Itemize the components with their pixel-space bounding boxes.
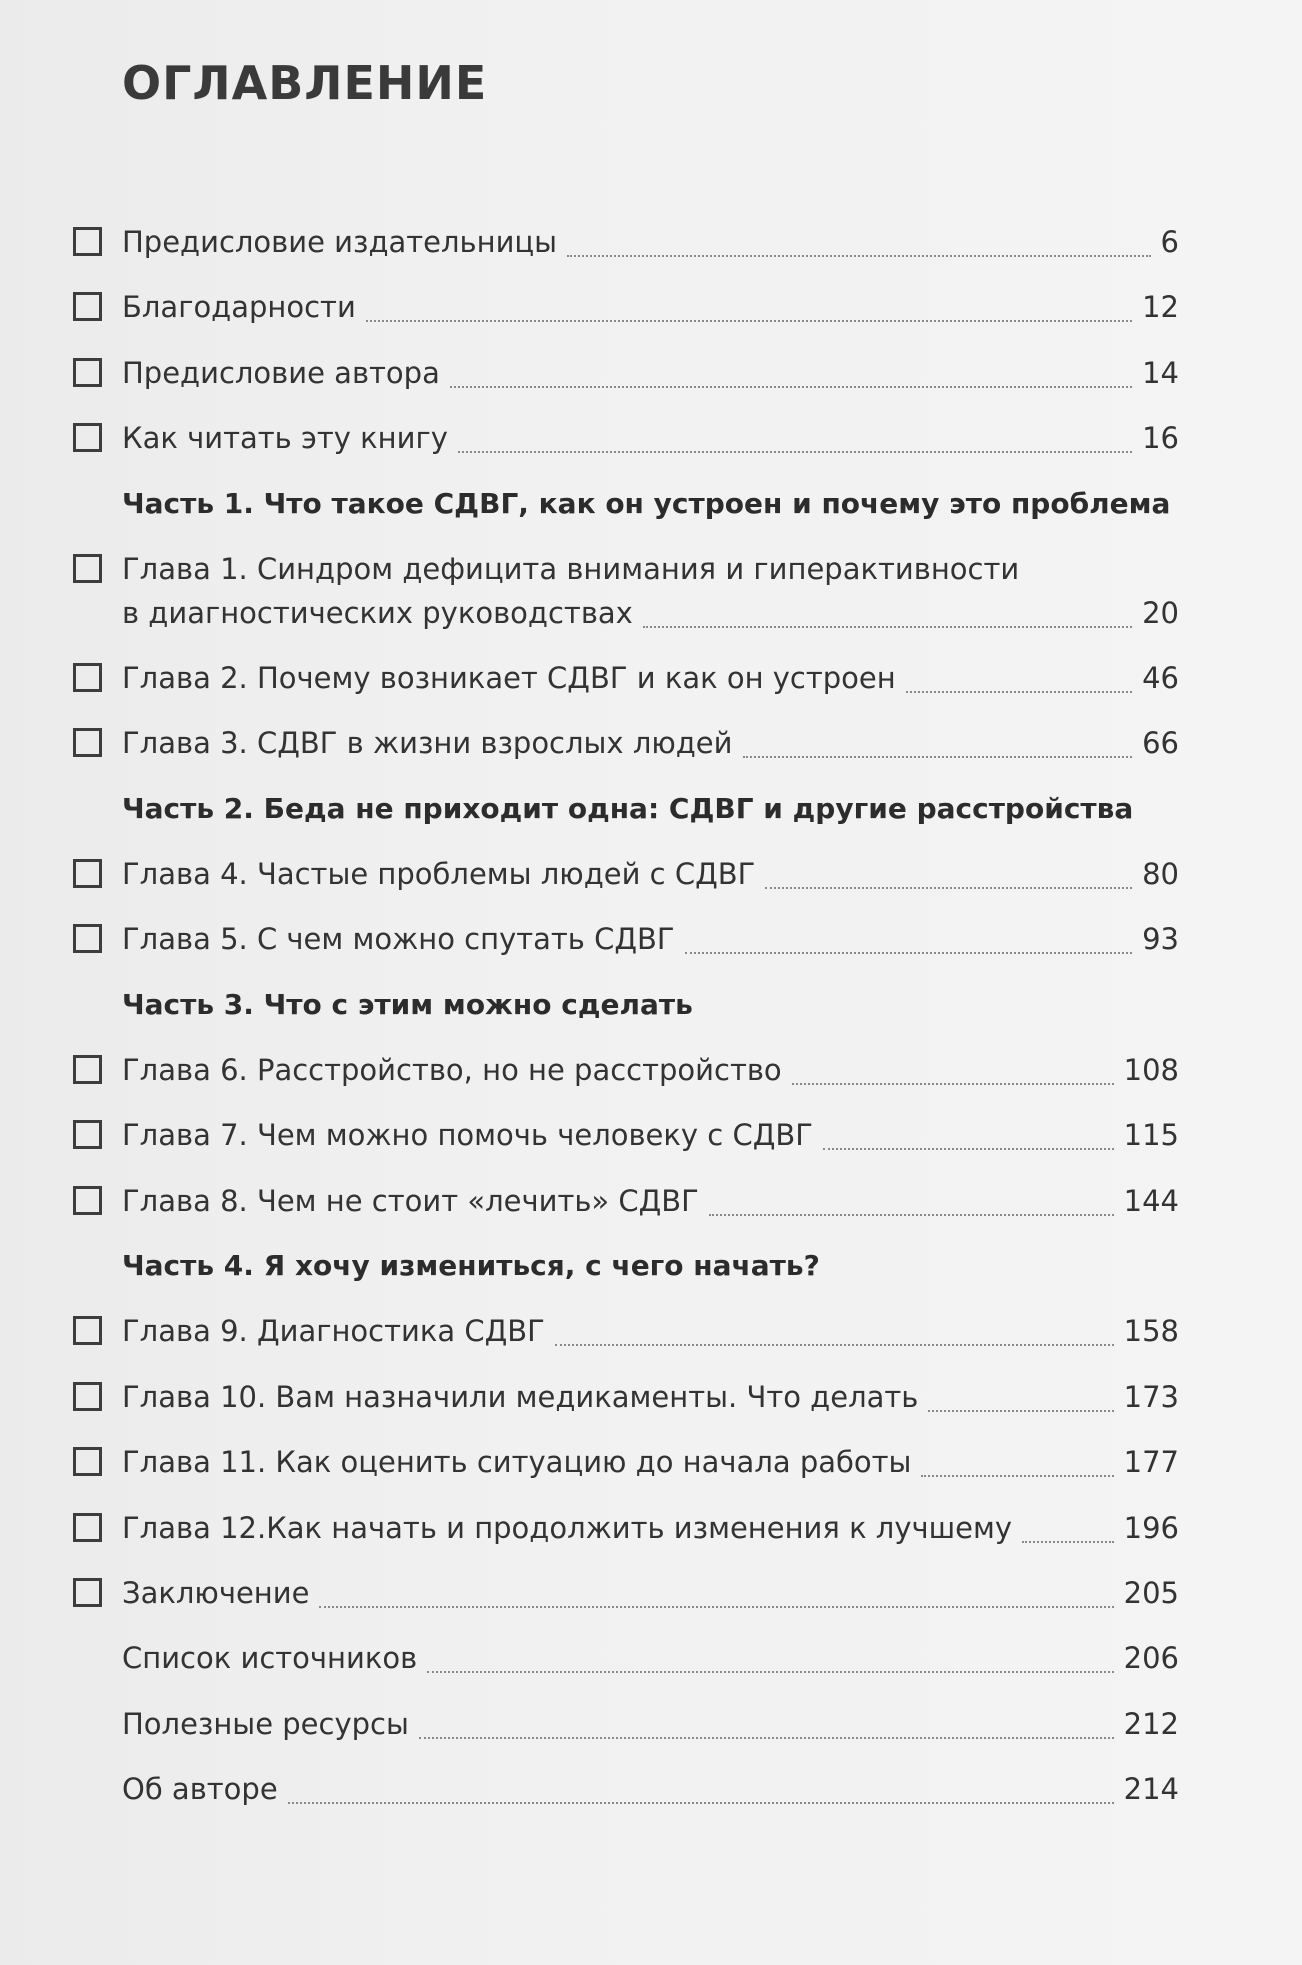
part-heading: Часть 3. Что с этим можно сделать bbox=[122, 988, 693, 1021]
read-checkbox[interactable] bbox=[73, 859, 102, 888]
read-checkbox[interactable] bbox=[73, 292, 102, 321]
read-checkbox[interactable] bbox=[73, 1186, 102, 1215]
toc-entry[interactable] bbox=[0, 1704, 1302, 1774]
dot-leader bbox=[685, 952, 1132, 954]
page-number: 144 bbox=[1123, 1184, 1179, 1218]
entry-title: Глава 4. Частые проблемы людей с СДВГ bbox=[122, 857, 756, 891]
page-number: 212 bbox=[1123, 1707, 1179, 1741]
entry-title: Глава 12.Как начать и продолжить изменения к лучшему bbox=[122, 1511, 1013, 1545]
page-number: 16 bbox=[1142, 421, 1179, 455]
dot-leader bbox=[567, 255, 1151, 257]
page-number: 214 bbox=[1123, 1772, 1179, 1806]
part-heading: Часть 4. Я хочу измениться, с чего начать? bbox=[122, 1249, 820, 1282]
page-number: 158 bbox=[1123, 1314, 1179, 1348]
entry-title: Предисловие автора bbox=[122, 356, 440, 390]
page-number: 14 bbox=[1142, 356, 1179, 390]
entry-title: Глава 5. С чем можно спутать СДВГ bbox=[122, 922, 675, 956]
read-checkbox[interactable] bbox=[73, 924, 102, 953]
read-checkbox[interactable] bbox=[73, 1447, 102, 1476]
dot-leader bbox=[792, 1083, 1114, 1085]
toc-entry[interactable] bbox=[0, 1638, 1302, 1708]
part-heading: Часть 1. Что такое СДВГ, как он устроен и почему это проблема bbox=[122, 487, 1171, 520]
dot-leader bbox=[366, 320, 1132, 322]
toc-entry-two-line[interactable] bbox=[0, 549, 1302, 630]
entry-title: Глава 9. Диагностика СДВГ bbox=[122, 1314, 545, 1348]
entry-title: Глава 3. СДВГ в жизни взрослых людей bbox=[122, 726, 733, 760]
page-number: 93 bbox=[1142, 922, 1179, 956]
entry-title: Как читать эту книгу bbox=[122, 421, 448, 455]
dot-leader bbox=[928, 1410, 1114, 1412]
entry-title: Список источников bbox=[122, 1641, 418, 1675]
page-number: 206 bbox=[1123, 1641, 1179, 1675]
entry-title: Полезные ресурсы bbox=[122, 1707, 409, 1741]
entry-title-continued: в диагностических руководствах bbox=[122, 596, 633, 630]
page-number: 205 bbox=[1123, 1576, 1179, 1610]
toc-entry[interactable] bbox=[0, 658, 1302, 728]
entry-title: Глава 8. Чем не стоит «лечить» СДВГ bbox=[122, 1184, 699, 1218]
dot-leader bbox=[765, 887, 1132, 889]
page-number: 66 bbox=[1142, 726, 1179, 760]
entry-title: Заключение bbox=[122, 1576, 310, 1610]
toc-entry[interactable] bbox=[0, 1181, 1302, 1251]
toc-entry[interactable] bbox=[0, 1573, 1302, 1643]
read-checkbox[interactable] bbox=[73, 663, 102, 692]
dot-leader bbox=[288, 1802, 1114, 1804]
read-checkbox[interactable] bbox=[73, 1513, 102, 1542]
page-number: 20 bbox=[1142, 596, 1179, 630]
page-number: 177 bbox=[1123, 1445, 1179, 1479]
dot-leader bbox=[319, 1606, 1114, 1608]
page-number: 108 bbox=[1123, 1053, 1179, 1087]
read-checkbox[interactable] bbox=[73, 1316, 102, 1345]
toc-entry[interactable] bbox=[0, 1508, 1302, 1578]
toc-entry[interactable] bbox=[0, 222, 1302, 292]
dot-leader bbox=[450, 386, 1132, 388]
read-checkbox[interactable] bbox=[73, 358, 102, 387]
toc-entry[interactable] bbox=[0, 919, 1302, 989]
toc-entry[interactable] bbox=[0, 1442, 1302, 1512]
page-number: 12 bbox=[1142, 290, 1179, 324]
page-number: 80 bbox=[1142, 857, 1179, 891]
read-checkbox[interactable] bbox=[73, 227, 102, 256]
toc-entry[interactable] bbox=[0, 854, 1302, 924]
entry-title: Глава 1. Синдром дефицита внимания и гиперактивности bbox=[122, 552, 1020, 586]
dot-leader bbox=[743, 756, 1132, 758]
entry-title: Глава 6. Расстройство, но не расстройство bbox=[122, 1053, 782, 1087]
entry-title: Глава 10. Вам назначили медикаменты. Что делать bbox=[122, 1380, 919, 1414]
toc-entry[interactable] bbox=[0, 723, 1302, 793]
entry-title: Глава 11. Как оценить ситуацию до начала работы bbox=[122, 1445, 912, 1479]
read-checkbox[interactable] bbox=[73, 1382, 102, 1411]
toc-entry[interactable] bbox=[0, 418, 1302, 488]
page-number: 196 bbox=[1123, 1511, 1179, 1545]
page-number: 46 bbox=[1142, 661, 1179, 695]
page-number: 115 bbox=[1123, 1118, 1179, 1152]
dot-leader bbox=[419, 1737, 1114, 1739]
dot-leader bbox=[906, 691, 1132, 693]
dot-leader bbox=[709, 1214, 1114, 1216]
dot-leader bbox=[921, 1475, 1114, 1477]
read-checkbox[interactable] bbox=[73, 1055, 102, 1084]
toc-entry[interactable] bbox=[0, 1769, 1302, 1839]
read-checkbox[interactable] bbox=[73, 728, 102, 757]
entry-title: Предисловие издательницы bbox=[122, 225, 558, 259]
read-checkbox[interactable] bbox=[73, 1120, 102, 1149]
entry-title: Глава 7. Чем можно помочь человеку с СДВГ bbox=[122, 1118, 813, 1152]
dot-leader bbox=[555, 1344, 1114, 1346]
toc-entry[interactable] bbox=[0, 287, 1302, 357]
read-checkbox[interactable] bbox=[73, 423, 102, 452]
part-heading: Часть 2. Беда не приходит одна: СДВГ и другие расстройства bbox=[122, 792, 1134, 825]
toc-entry[interactable] bbox=[0, 1115, 1302, 1185]
toc-entry[interactable] bbox=[0, 1377, 1302, 1447]
page-title: ОГЛАВЛЕНИЕ bbox=[122, 56, 488, 110]
toc-entry[interactable] bbox=[0, 1050, 1302, 1120]
page-number: 173 bbox=[1123, 1380, 1179, 1414]
entry-title: Благодарности bbox=[122, 290, 356, 324]
read-checkbox[interactable] bbox=[73, 554, 102, 583]
dot-leader bbox=[427, 1671, 1114, 1673]
toc-entry[interactable] bbox=[0, 1311, 1302, 1381]
page-number: 6 bbox=[1160, 225, 1179, 259]
read-checkbox[interactable] bbox=[73, 1578, 102, 1607]
dot-leader bbox=[643, 626, 1132, 628]
entry-title: Об авторе bbox=[122, 1772, 278, 1806]
dot-leader bbox=[1022, 1541, 1114, 1543]
dot-leader bbox=[823, 1148, 1114, 1150]
dot-leader bbox=[458, 451, 1132, 453]
entry-title: Глава 2. Почему возникает СДВГ и как он устроен bbox=[122, 661, 896, 695]
toc-entry[interactable] bbox=[0, 353, 1302, 423]
